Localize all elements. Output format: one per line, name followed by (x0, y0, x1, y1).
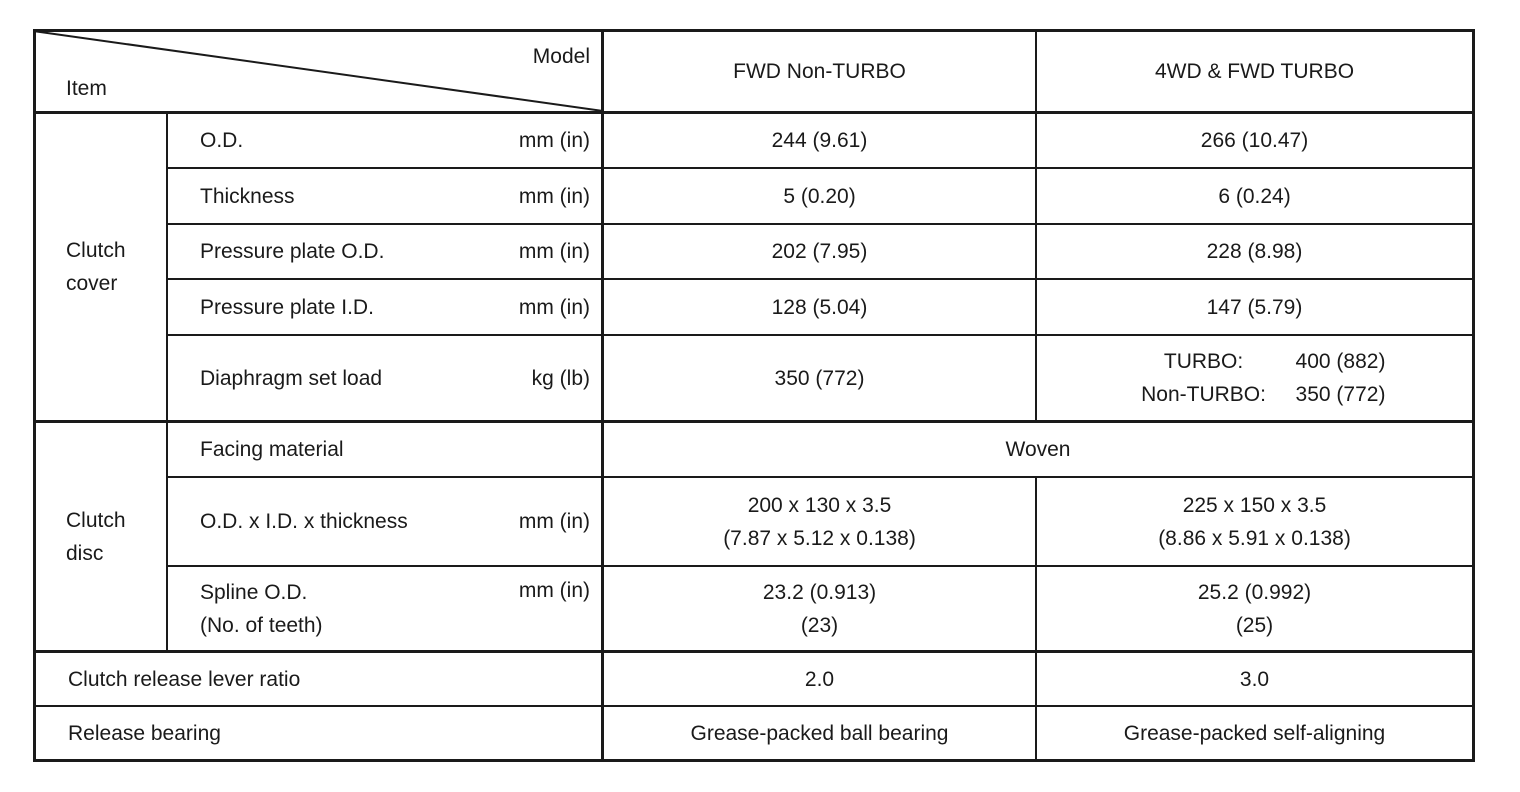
row-diaphragm-item: Diaphragm set load (200, 366, 383, 390)
row-thickness-turbo: 6 (0.24) (1218, 184, 1291, 208)
row-facing-value: Woven (1005, 438, 1071, 461)
divider-item-group (166, 112, 168, 650)
row-od-turbo: 266 (10.47) (1200, 129, 1309, 152)
row-dimensions-unit: mm (in) (518, 510, 590, 533)
group-label-clutch-disc-line2: disc (66, 541, 104, 565)
row-thickness-item: Thickness (200, 184, 295, 208)
row-dimensions-fwd-line2: (7.87 x 5.12 x 0.138) (723, 526, 916, 550)
row-od-unit: mm (in) (518, 129, 590, 152)
row-spline-item-line2: (No. of teeth) (200, 613, 323, 637)
row-pp-od-unit: mm (in) (518, 240, 590, 263)
diaphragm-non-turbo-label: Non-TURBO: (1141, 383, 1266, 406)
group-label-clutch-cover-line2: cover (66, 272, 118, 295)
col-header-fwd-non-turbo: FWD Non-TURBO (733, 60, 906, 83)
diaphragm-non-turbo-value: 350 (772) (1295, 383, 1386, 406)
header-model-label: Model (532, 45, 590, 68)
row-spline-fwd-line1: 23.2 (0.913) (762, 580, 877, 604)
row-thickness-fwd: 5 (0.20) (783, 184, 856, 208)
row-bearing-turbo: Grease-packed self-aligning (1123, 721, 1386, 745)
group-label-clutch-disc (66, 423, 166, 650)
row-pp-id-item: Pressure plate I.D. (200, 295, 374, 319)
row-dimensions-item: O.D. x I.D. x thickness (200, 510, 408, 533)
row-facing-item: Facing material (200, 438, 344, 461)
col-header-4wd-fwd-turbo: 4WD & FWD TURBO (1154, 60, 1355, 83)
row-spline-turbo (1037, 567, 1472, 650)
header-item-label: Item (66, 77, 107, 100)
row-dimensions-fwd-line1: 200 x 130 x 3.5 (747, 493, 892, 517)
row-pp-id-turbo: 147 (5.79) (1206, 295, 1303, 319)
row-dimensions-turbo-line2: (8.86 x 5.91 x 0.138) (1158, 526, 1351, 550)
row-dimensions-fwd (604, 478, 1035, 565)
row-bearing-fwd: Grease-packed ball bearing (690, 721, 949, 745)
row-diaphragm-unit: kg (lb) (531, 366, 590, 390)
diaphragm-turbo-breakdown (1124, 345, 1386, 411)
row-spline-item (200, 567, 460, 650)
row-od-fwd: 244 (9.61) (771, 129, 868, 152)
row-dimensions-turbo-line1: 225 x 150 x 3.5 (1182, 493, 1327, 517)
diaphragm-turbo-value: 400 (882) (1295, 350, 1386, 373)
row-pp-od-fwd: 202 (7.95) (771, 240, 868, 263)
row-spline-turbo-line1: 25.2 (0.992) (1197, 580, 1312, 604)
row-pp-od-item: Pressure plate O.D. (200, 240, 385, 263)
row-diaphragm-fwd: 350 (772) (774, 366, 865, 390)
row-lever-item: Clutch release lever ratio (68, 667, 301, 691)
row-od-item: O.D. (200, 129, 244, 152)
group-label-clutch-cover (66, 114, 166, 420)
row-dimensions-turbo (1037, 478, 1472, 565)
table-border-bottom (33, 759, 1475, 762)
row-thickness-unit: mm (in) (518, 184, 590, 208)
row-lever-turbo: 3.0 (1239, 667, 1270, 691)
group-label-clutch-disc-line1: Clutch (66, 508, 126, 532)
row-spline-unit: mm (in) (518, 579, 590, 602)
row-spline-item-line1: Spline O.D. (200, 580, 308, 604)
row-spline-turbo-line2: (25) (1235, 613, 1274, 637)
row-spline-fwd-line2: (23) (800, 613, 839, 637)
group-label-clutch-cover-line1: Clutch (66, 239, 126, 262)
diaphragm-turbo-label: TURBO: (1163, 350, 1244, 373)
row-spline-fwd (604, 567, 1035, 650)
row-pp-id-unit: mm (in) (518, 295, 590, 319)
row-lever-fwd: 2.0 (804, 667, 835, 691)
row-diaphragm-turbo (1037, 336, 1472, 420)
row-bearing-item: Release bearing (68, 721, 221, 745)
row-pp-id-fwd: 128 (5.04) (771, 295, 868, 319)
row-pp-od-turbo: 228 (8.98) (1206, 240, 1303, 263)
